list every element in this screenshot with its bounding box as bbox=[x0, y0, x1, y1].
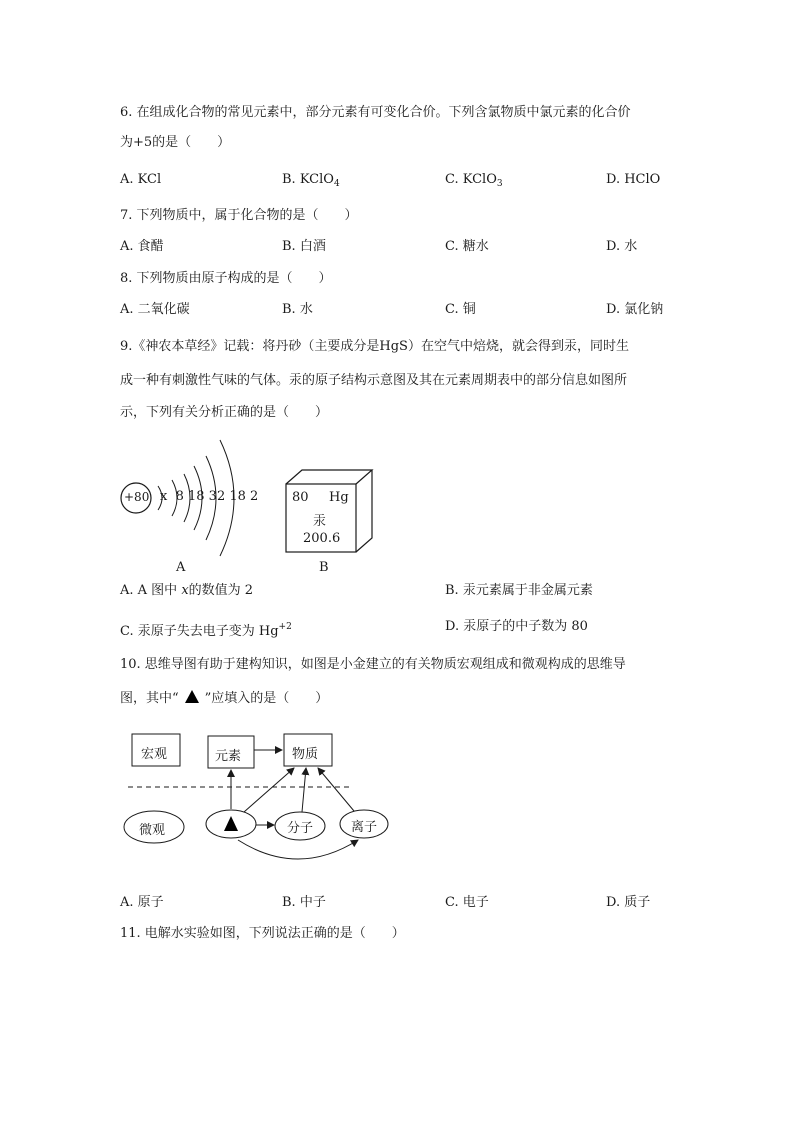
triangle-icon bbox=[185, 690, 199, 703]
atomic-number: 80 bbox=[292, 490, 309, 505]
figure-b-caption: B bbox=[319, 560, 329, 575]
q9-stem-line1: 9.《神农本草经》记载：将丹砂（主要成分是HgS）在空气中焙烧，就会得到汞，同时生 bbox=[120, 339, 629, 354]
q6-option-c: C. KClO$_3$ bbox=[445, 172, 503, 189]
q9-option-c: C. 汞原子失去电子变为 $Hg^{+2}$ bbox=[120, 622, 292, 639]
nucleus-label: +80 bbox=[124, 490, 150, 504]
q9-option-d: D. 汞原子的中子数为 80 bbox=[445, 619, 588, 634]
q10-option-a: A. 原子 bbox=[120, 895, 164, 910]
q6-option-d: D. HClO bbox=[606, 172, 661, 187]
q8-stem: 8. 下列物质由原子构成的是（ ） bbox=[120, 271, 332, 286]
q10-stem-line2: 图，其中“ ”应填入的是（ ） bbox=[120, 691, 329, 706]
q8-option-c: C. 铜 bbox=[445, 302, 476, 317]
q7-option-a: A. 食醋 bbox=[120, 239, 164, 254]
q10-option-b: B. 中子 bbox=[282, 895, 326, 910]
figure-a-caption: A bbox=[176, 560, 186, 575]
q9-option-a: A. A 图中 x的数值为 2 bbox=[120, 583, 254, 598]
element-symbol: Hg bbox=[329, 490, 349, 505]
q7-option-d: D. 水 bbox=[606, 239, 638, 254]
macro-label: 宏观 bbox=[141, 747, 168, 762]
atomic-mass: 200.6 bbox=[303, 531, 341, 546]
q8-option-d: D. 氯化钠 bbox=[606, 302, 664, 317]
q9-stem-line3: 示，下列有关分析正确的是（ ） bbox=[120, 405, 329, 420]
q6-option-a: A. KCl bbox=[120, 172, 162, 187]
q8-option-b: B. 水 bbox=[282, 302, 313, 317]
q7-stem: 7. 下列物质中，属于化合物的是（ ） bbox=[120, 208, 358, 223]
q11-stem: 11. 电解水实验如图，下列说法正确的是（ ） bbox=[120, 926, 405, 941]
micro-label: 微观 bbox=[139, 823, 166, 838]
q6-stem-line1: 6. 在组成化合物的常见元素中，部分元素有可变化合价。下列含氯物质中氯元素的化合价 bbox=[120, 105, 631, 120]
triangle-placeholder-icon bbox=[224, 816, 238, 831]
q10-option-d: D. 质子 bbox=[606, 895, 651, 910]
q6-stem-line2: 为+5的是（ ） bbox=[120, 135, 231, 150]
element-name: 汞 bbox=[313, 514, 327, 529]
q9-option-b: B. 汞元素属于非金属元素 bbox=[445, 583, 593, 598]
q7-option-b: B. 白酒 bbox=[282, 239, 326, 254]
molecule-label: 分子 bbox=[287, 821, 314, 836]
q9-stem-line2: 成一种有刺激性气味的气体。汞的原子结构示意图及其在元素周期表中的部分信息如图所 bbox=[120, 373, 628, 388]
shell-electrons-label: x 8 18 32 18 2 bbox=[160, 489, 259, 504]
substance-label: 物质 bbox=[292, 747, 319, 762]
element-label: 元素 bbox=[215, 749, 242, 764]
q10-option-c: C. 电子 bbox=[445, 895, 489, 910]
q10-stem-line1: 10. 思维导图有助于建构知识，如图是小金建立的有关物质宏观组成和微观构成的思维导 bbox=[120, 657, 626, 672]
q7-option-c: C. 糖水 bbox=[445, 239, 489, 254]
ion-label: 离子 bbox=[351, 820, 378, 835]
q6-option-b: B. KClO$_4$ bbox=[282, 172, 340, 189]
q8-option-a: A. 二氧化碳 bbox=[120, 302, 190, 317]
